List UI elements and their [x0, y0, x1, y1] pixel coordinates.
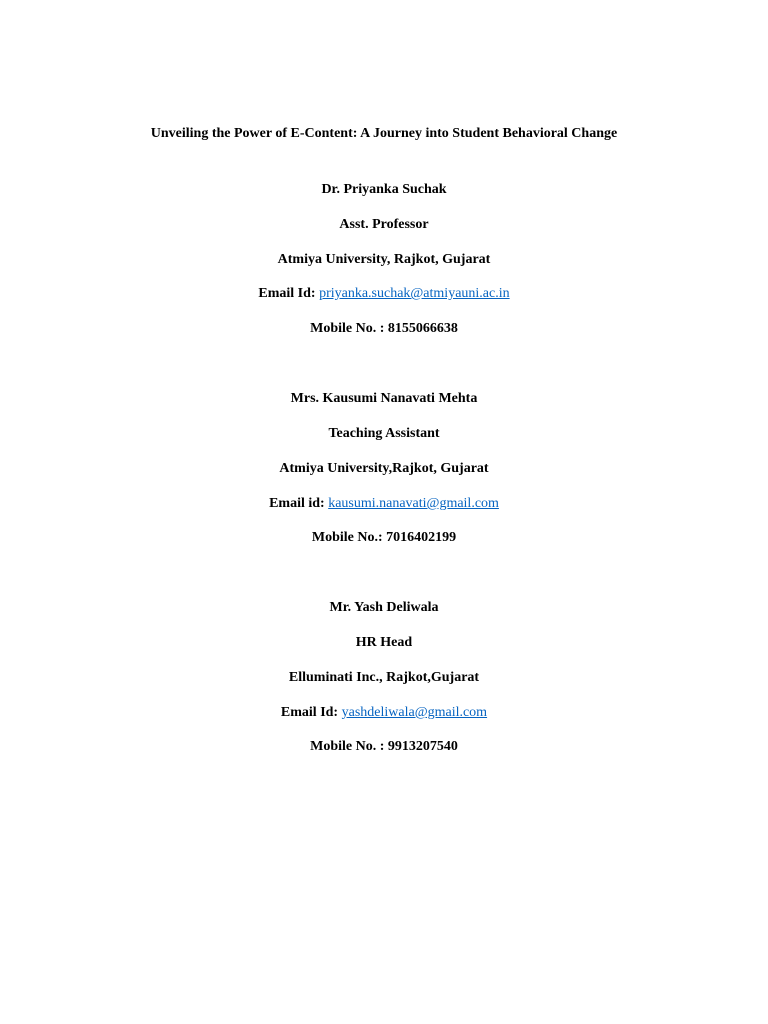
author-1-name: Dr. Priyanka Suchak — [321, 182, 447, 197]
author-3-email-label: Email Id: — [280, 705, 342, 720]
author-3-email-line — [0, 704, 768, 722]
author-1-affiliation: Atmiya University, Rajkot, Gujarat — [277, 252, 491, 267]
author-3-name: Mr. Yash Deliwala — [329, 600, 439, 615]
author-2-mobile: Mobile No.: 7016402199 — [311, 530, 457, 545]
author-2-email-line — [0, 495, 768, 513]
author-3-email-link[interactable]: yashdeliwala@gmail.com — [341, 705, 488, 720]
author-3-designation: HR Head — [355, 635, 413, 650]
author-1-designation: Asst. Professor — [339, 217, 429, 232]
author-1-email-line — [0, 285, 768, 303]
author-2-affiliation: Atmiya University,Rajkot, Gujarat — [279, 461, 489, 476]
paper-title: Unveiling the Power of E-Content: A Journey into Student Behavioral Change — [150, 126, 618, 141]
author-3-mobile: Mobile No. : 9913207540 — [310, 739, 458, 754]
author-1-email-link[interactable]: priyanka.suchak@atmiyauni.ac.in — [319, 286, 510, 301]
author-3-affiliation: Elluminati Inc., Rajkot,Gujarat — [288, 670, 480, 685]
author-1-email-label: Email Id: — [258, 286, 320, 301]
author-1-mobile: Mobile No. : 8155066638 — [310, 321, 458, 336]
author-2-name: Mrs. Kausumi Nanavati Mehta — [290, 391, 478, 406]
author-2-email-label: Email id: — [269, 496, 329, 511]
author-2-designation: Teaching Assistant — [328, 426, 440, 441]
author-2-email-link[interactable]: kausumi.nanavati@gmail.com — [328, 496, 499, 511]
